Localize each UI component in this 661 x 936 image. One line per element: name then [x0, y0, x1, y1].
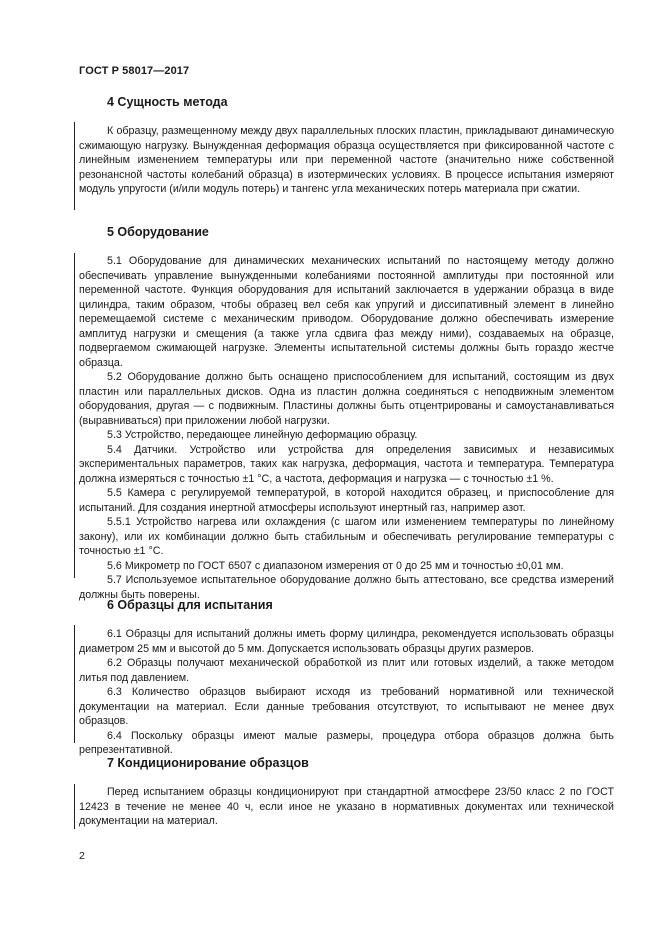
paragraph: 6.2 Образцы получают механической обработкой из плит или готовых изделий, а также методом литья под давлением.: [79, 657, 614, 684]
section-heading: 6 Образцы для испытания: [107, 598, 273, 612]
paragraph: 5.3 Устройство, передающее линейную деформацию образцу.: [107, 429, 418, 441]
paragraph: 5.5 Камера с регулируемой температурой, в которой находится образец, и приспособление для испытаний. Для создания инертной атмосферы используют инертный газ, например азот.: [79, 487, 614, 514]
section-heading: 4 Сущность метода: [107, 95, 228, 109]
document-code: ГОСТ Р 58017—2017: [79, 65, 190, 77]
paragraph: 6.1 Образцы для испытаний должны иметь форму цилиндра, рекомендуется использовать образцы диаметром 25 мм и высотой до 5 мм. Допускается использовать образцы других размеров.: [79, 628, 614, 655]
paragraph: Перед испытанием образцы кондиционируют при стандартной атмосфере 23/50 класс 2 по ГОСТ 12423 в течение не менее 40 ч, если иное не указано в нормативных документах или технической документации на материал.: [79, 786, 614, 827]
section-4: [79, 95, 614, 197]
revision-bar: [74, 122, 75, 210]
paragraph: 5.7 Используемое испытательное оборудование должно быть аттестовано, все средства измерений должны быть поверены.: [79, 574, 614, 601]
paragraph: 6.3 Количество образцов выбирают исходя из требований нормативной или технической документации на материал. Если данные требования отсутствуют, то испытывают не менее двух образцов.: [79, 686, 614, 727]
paragraph: 6.4 Поскольку образцы имеют малые размеры, процедура отбора образцов должна быть репрезентативной.: [79, 729, 614, 756]
paragraph: 5.1 Оборудование для динамических механических испытаний по настоящему методу должно обеспечивать управление вынужденными колебаниями постоянной амплитуды при постоянной или переменной частоте. Функция оборудования для испытаний заключается в удержании образца в виде цилиндра, таким образом, чтобы образец вел себя как упругий и диссипативный элемент в линейно перемещаемой системе с механическим приводом. Оборудование должно обеспечивать измерение амплитуд нагрузки и смещения (а также угла сдвига фаз между ними), создаваемых на образце, подвергаемом сжимающей нагрузке. Элементы испытательной системы должны быть гораздо жестче образца.: [79, 255, 614, 369]
page-number: 2: [79, 850, 85, 862]
section-6: [79, 598, 614, 758]
section-5: [79, 225, 614, 602]
paragraph: 5.5.1 Устройство нагрева или охлаждения (с шагом или изменением температуры по линейному закону), или их комбинации должно быть стабильным и обеспечивать регулирование температуры с точностью ±1 °С.: [79, 516, 614, 557]
section-7: [79, 756, 614, 829]
section-heading: 7 Кондиционирование образцов: [107, 756, 309, 770]
paragraph: 5.6 Микрометр по ГОСТ 6507 с диапазоном измерения от 0 до 25 мм и точностью ±0,01 мм.: [107, 559, 564, 572]
section-heading: 5 Оборудование: [107, 225, 209, 239]
paragraph: 5.2 Оборудование должно быть оснащено приспособлением для испытаний, состоящим из двух пластин или параллельных дисков. Одна из пластин должна соединяться с неподвижным элементом оборудования, другая — с подвижным. Пластины должны быть отцентрированы и самоустанавливаться (выравниваться) при приложении любой нагрузки.: [79, 371, 614, 427]
paragraph: 5.4 Датчики. Устройство или устройства для определения зависимых и независимых экспериментальных параметров, таких как нагрузка, деформация, частота и температура. Температура должна измеряться с точностью ±1 °С, а частота, деформация и нагрузка — с точностью ±1 %.: [79, 443, 614, 485]
revision-bar: [74, 784, 75, 829]
revision-bar: [74, 253, 75, 578]
revision-bar: [74, 625, 75, 743]
paragraph: К образцу, размещенному между двух параллельных плоских пластин, прикладывают динамическую сжимающую нагрузку. Вынужденная деформация образца осуществляется при фиксированной частоте с линейным изменением температуры или при переменной частоте (значительно ниже собственной резонансной частоты колебаний образца) в изотермических условиях. В процессе испытания измеряют модуль упругости (и/или модуль потерь) и тангенс угла механических потерь материала при сжатии.: [79, 125, 614, 195]
